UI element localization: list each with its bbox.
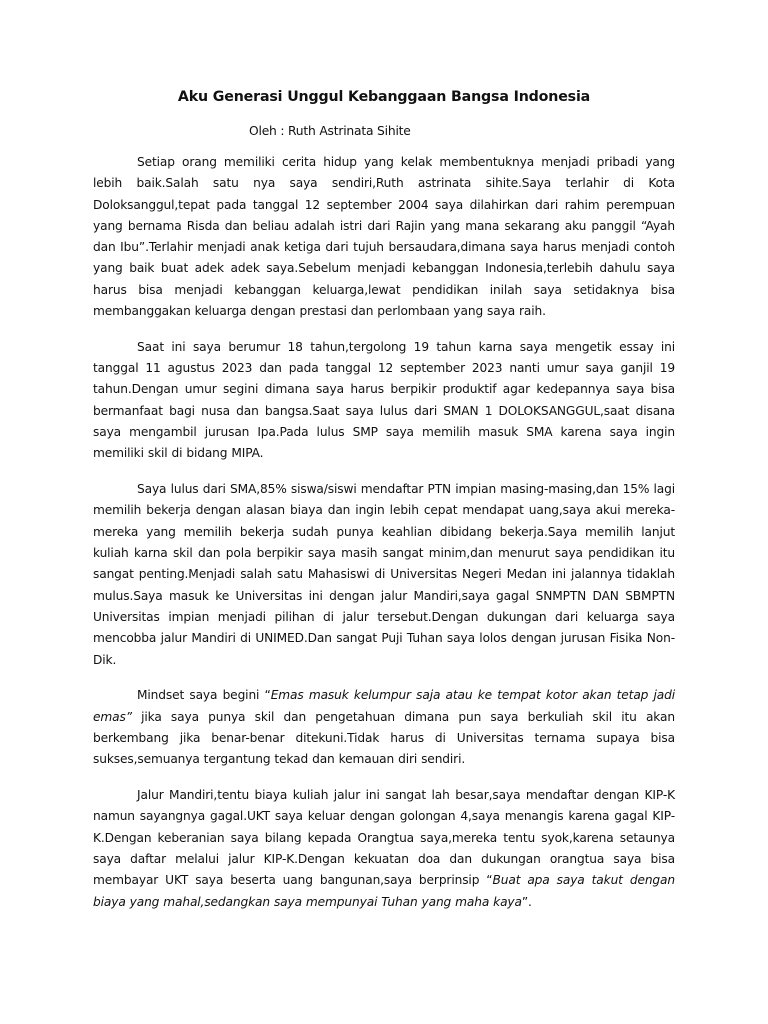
paragraph-5-end: ”.: [521, 894, 532, 909]
paragraph-4-quote: Emas masuk kelumpur saja atau ke tempat kotor akan tetap jadi emas”: [93, 688, 675, 724]
author-byline: Oleh : Ruth Astrinata Sihite: [249, 124, 411, 138]
essay-title: Aku Generasi Unggul Kebanggaan Bangsa Indonesia: [177, 89, 591, 105]
paragraph-5: [93, 785, 675, 913]
paragraph-4-intro: Mindset saya begini “: [137, 688, 271, 703]
paragraph-5-intro: Jalur Mandiri,tentu biaya kuliah jalur ini sangat lah besar,saya mendaftar dengan KIP-K namun sayangnya gagal.UKT saya keluar dengan golongan 4,saya menangis karena gagal KIP-K.Dengan keberanian saya bilang kepada Orangtua saya,mereka tentu syok,karena setaunya saya daftar melalui jalur KIP-K.Dengan kekuatan doa dan dukungan orangtua saya bisa membayar UKT saya beserta uang bangunan,saya berprinsip “: [93, 788, 675, 888]
paragraph-2: Saat ini saya berumur 18 tahun,tergolong 19 tahun karna saya mengetik essay ini tanggal 11 agustus 2023 dan pada tanggal 12 september 2023 nanti umur saya ganjil 19 tahun.Dengan umur segini dimana saya harus berpikir produktif agar kedepannya saya bisa bermanfaat bagi nusa dan bangsa.Saat saya lulus dari SMAN 1 DOLOKSANGGUL,saat disana saya mengambil jurusan Ipa.Pada lulus SMP saya memilih masuk SMA karena saya ingin memiliki skil di bidang MIPA.: [93, 339, 675, 461]
paragraph-4: [93, 685, 675, 770]
paragraph-4-rest: jika saya punya skil dan pengetahuan dimana pun saya berkuliah skil itu akan berkembang jika benar-benar ditekuni.Tidak harus di Universitas ternama supaya bisa sukses,semuanya tergantung tekad dan kemauan diri sendiri.: [93, 709, 675, 767]
paragraph-5-quote: Buat apa saya takut dengan biaya yang mahal,sedangkan saya mempunyai Tuhan yang maha kaya: [93, 873, 675, 909]
paragraph-1: Setiap orang memiliki cerita hidup yang kelak membentuknya menjadi pribadi yang lebih baik.Salah satu nya saya sendiri,Ruth astrinata sihite.Saya terlahir di Kota Doloksanggul,tepat pada tanggal 12 september 2004 saya dilahirkan dari rahim perempuan yang bernama Risda dan beliau adalah istri dari Rajin yang mana sekarang aku panggil “Ayah dan Ibu”.Terlahir menjadi anak ketiga dari tujuh bersaudara,dimana saya harus menjadi contoh yang baik buat adek adek saya.Sebelum menjadi kebanggan Indonesia,terlebih dahulu saya harus bisa menjadi kebanggan keluarga,lewat pendidikan inilah saya setidaknya bisa membanggakan keluarga dengan prestasi dan perlombaan yang saya raih.: [93, 155, 675, 319]
essay-body: [93, 152, 675, 927]
paragraph-3: Saya lulus dari SMA,85% siswa/siswi mendaftar PTN impian masing-masing,dan 15% lagi memilih bekerja dengan alasan biaya dan ingin lebih cepat mendapat uang,saya akui mereka-mereka yang memilih bekerja sudah punya keahlian dibidang bekerja.Saya memilih lanjut kuliah karna skil dan pola berpikir saya masih sangat minim,dan menurut saya pendidikan itu sangat penting.Menjadi salah satu Mahasiswi di Universitas Negeri Medan ini jalannya tidaklah mulus.Saya masuk ke Universitas ini dengan jalur Mandiri,saya gagal SNMPTN DAN SBMPTN Universitas impian menjadi pilihan di jalur tersebut.Dengan dukungan dari keluarga saya mencobba jalur Mandiri di UNIMED.Dan sangat Puji Tuhan saya lolos dengan jurusan Fisika Non-Dik.: [93, 482, 675, 667]
